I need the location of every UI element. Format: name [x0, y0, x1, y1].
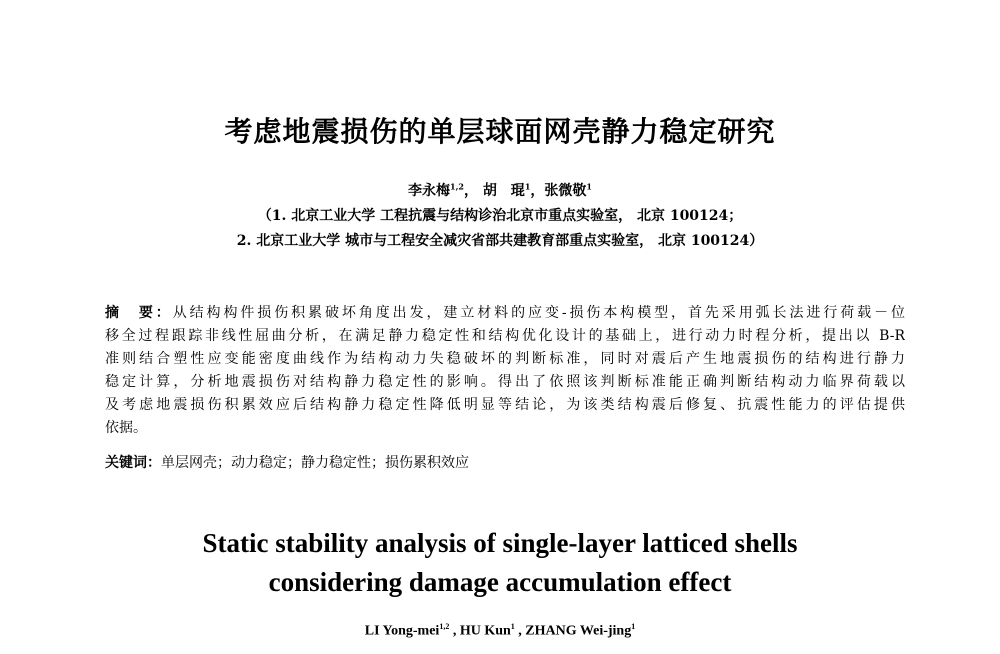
chinese-title: 考虑地震损伤的单层球面网壳静力稳定研究 — [224, 115, 776, 148]
abstract-line-3: 准则结合塑性应变能密度曲线作为结构动力失稳破坏的判断标准，同时对震后产生地震损伤的结构进行静力 — [105, 351, 905, 367]
author-2-affiliation-mark: 1 — [524, 181, 531, 192]
abstract-label: 摘 要： — [105, 305, 173, 321]
english-title-line-1: Static stability analysis of single-layer latticed shells — [202, 528, 798, 558]
author-1-name-en: LI Yong-mei — [364, 623, 440, 639]
author-3-name-en: ZHANG Wei-jing — [525, 623, 632, 639]
keywords-label: 关键词： — [105, 455, 161, 471]
chinese-author-line — [0, 180, 1000, 200]
abstract-line-5: 及考虑地震损伤积累效应后结构静力稳定性降低明显等结论，为该类结构震后修复、抗震性能力的评估提供 — [105, 397, 905, 413]
author-1-affiliation-mark-en: 1,2 — [439, 622, 450, 631]
author-2-name-en: HU Kun — [459, 623, 511, 639]
affiliation-1: （1. 北京工业大学 工程抗震与结构诊治北京市重点实验室， 北京 100124； — [257, 208, 743, 224]
author-separator-en: , — [514, 623, 526, 639]
author-1-affiliation-mark: 1,2 — [450, 181, 464, 192]
english-title — [0, 524, 1000, 602]
abstract-line-2: 移全过程跟踪非线性屈曲分析，在满足静力稳定性和结构优化设计的基础上，进行动力时程分析，提出以 B-R — [105, 328, 905, 344]
keywords-line — [105, 452, 905, 475]
author-2-affiliation-mark-en: 1 — [510, 622, 515, 631]
abstract-line-1 — [105, 302, 905, 325]
author-3-name: 张微敬 — [544, 183, 587, 199]
author-1-name: 李永梅 — [408, 183, 451, 199]
affiliation-2: 2. 北京工业大学 城市与工程安全减灾省部共建教育部重点实验室， 北京 100124） — [236, 233, 764, 249]
author-3-affiliation-mark: 1 — [586, 181, 592, 192]
abstract-line-6: 依据。 — [105, 420, 147, 436]
author-separator: ， — [530, 183, 545, 199]
author-2-name: 胡 琨 — [482, 183, 525, 199]
author-separator-en: , — [449, 623, 460, 639]
abstract-line-text: 从结构构件损伤积累破坏角度出发，建立材料的应变-损伤本构模型，首先采用弧长法进行荷载－位 — [172, 305, 905, 321]
abstract-line-4: 稳定计算，分析地震损伤对结构静力稳定性的影响。得出了依照该判断标准能正确判断结构动力临界荷载以 — [105, 374, 905, 390]
english-author-line — [0, 622, 1000, 640]
abstract-block — [105, 302, 905, 440]
author-separator: ， — [463, 183, 478, 199]
author-3-affiliation-mark-en: 1 — [631, 622, 636, 631]
english-title-line-2: considering damage accumulation effect — [268, 567, 732, 597]
keywords-text: 单层网壳；动力稳定；静力稳定性；损伤累积效应 — [161, 455, 469, 471]
